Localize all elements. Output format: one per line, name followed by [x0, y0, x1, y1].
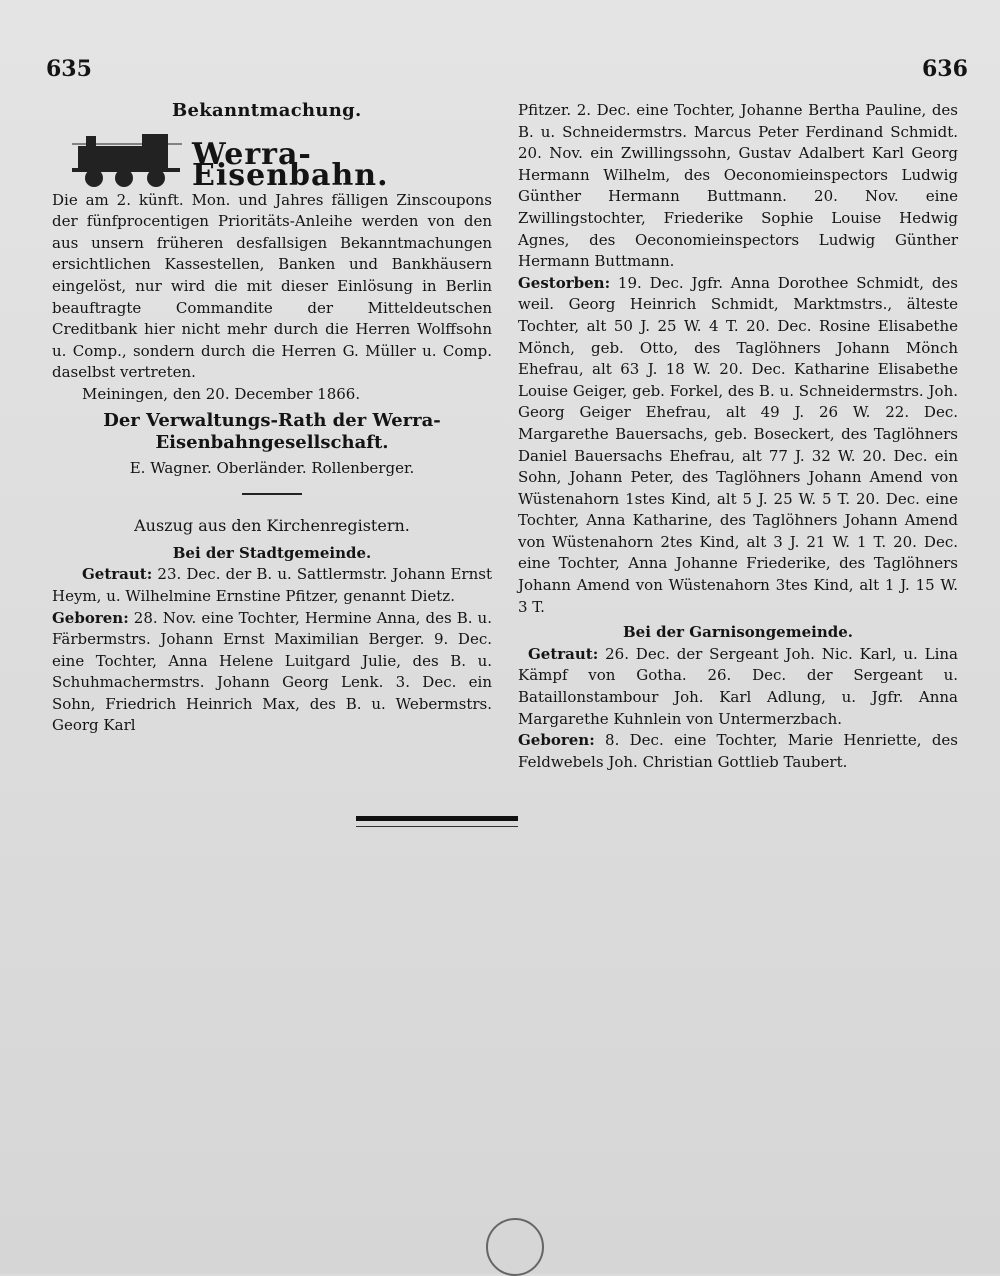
notice-title: Werra-Eisenbahn.: [192, 136, 389, 194]
garrison-born: [518, 730, 958, 773]
garrison-heading: Bei der Garnisongemeinde.: [623, 623, 853, 642]
notice-heading: Bekanntmachung.: [172, 100, 362, 121]
city-married-text: 23. Dec. der B. u. Sattlermstr. Johann Ernst Heym, u. Wilhelmine Ernstine Pfitzer, genannt Dietz.: [52, 565, 492, 605]
page-number-right: 636: [922, 56, 968, 82]
notice-signature: Der Verwaltungs-Rath der Werra-Eisenbahngesellschaft.: [103, 409, 441, 453]
city-died-label: Gestorben:: [518, 273, 611, 292]
left-column: [52, 100, 492, 737]
garrison-born-text: 8. Dec. eine Tochter, Marie Henriette, des Feldwebels Joh. Christian Gottlieb Taubert.: [518, 731, 958, 771]
right-column: [518, 100, 958, 773]
city-married: [52, 564, 492, 607]
notice-body: Die am 2. künft. Mon. und Jahres fälligen Zinscoupons der fünfprocentigen Prioritäts-Anleihe werden von den aus unsern früheren desfallsigen Bekanntmachungen ersichtlichen Kassestellen, Banken und Bankhäusern eingelöst, nur wird die mit dieser Einlösung in Berlin beauftragte Commandite der Mitteldeutschen Creditbank hier nicht mehr durch die Herren Wolffsohn u. Comp., sondern durch die Herren G. Müller u. Comp. daselbst vertreten.: [52, 190, 492, 382]
city-born-label: Geboren:: [52, 608, 129, 627]
garrison-married: [518, 644, 958, 730]
section-divider: [242, 493, 302, 495]
notice-title-row: [52, 128, 492, 194]
page-number-left: 635: [46, 56, 92, 82]
locomotive-icon: [72, 128, 190, 190]
notice-dateline: Meiningen, den 20. December 1866.: [82, 384, 361, 403]
city-died-text: 19. Dec. Jgfr. Anna Dorothee Schmidt, des weil. Georg Heinrich Schmidt, Marktmstrs., älteste Tochter, alt 50 J. 25 W. 4 T. 20. Dec. Rosine Elisabethe Mönch, geb. Otto, des Taglöhners Johann Mönch Ehefrau, alt 63 J. 18 W. 20. Dec. Katharine Elisabethe Louise Geiger, geb. Forkel, des B. u. Schneidermstrs. Joh. Georg Geiger Ehefrau, alt 49 J. 26 W. 22. Dec. Margarethe Bauersachs, geb. Boseckert, des Taglöhners Daniel Bauersachs Ehefrau, alt 77 J. 32 W. 20. Dec. ein Sohn, Johann Peter, des Taglöhners Johann Amend von Wüstenahorn 1stes Kind, alt 5 J. 25 W. 5 T. 20. Dec. eine Tochter, Anna Katharine, des Taglöhners Johann Amend von Wüstenahorn 2tes Kind, alt 3 J. 21 W. 1 T. 20. Dec. eine Tochter, Anna Johanne Friederike, des Taglöhners Johann Amend von Wüstenahorn 3tes Kind, alt 1 J. 15 W. 3 T.: [518, 273, 958, 616]
city-married-label: Getraut:: [82, 565, 153, 584]
garrison-married-label: Getraut:: [528, 644, 599, 663]
garrison-married-text: 26. Dec. der Sergeant Joh. Nic. Karl, u. Lina Kämpf von Gotha. 26. Dec. der Sergeant u. Bataillonstambour Joh. Karl Adlung, u. Jgfr. Anna Margarethe Kuhnlein von Untermerzbach.: [518, 644, 958, 728]
end-rule-thick: [356, 816, 518, 821]
library-stamp-icon: [486, 1218, 544, 1276]
registry-title: Auszug aus den Kirchenregistern.: [134, 516, 410, 536]
city-born-text: 28. Nov. eine Tochter, Hermine Anna, des B. u. Färbermstrs. Johann Ernst Maximilian Berger. 9. Dec. eine Tochter, Anna Helene Luitgard Julie, des B. u. Schuhmachermstrs. Johann Georg Lenk. 3. Dec. ein Sohn, Friedrich Heinrich Max, des B. u. Webermstrs. Georg Karl: [52, 608, 492, 735]
garrison-born-label: Geboren:: [518, 731, 595, 750]
city-born: [52, 608, 492, 738]
city-born-continued: Pfitzer. 2. Dec. eine Tochter, Johanne Bertha Pauline, des B. u. Schneidermstrs. Marcus Peter Ferdinand Schmidt. 20. Nov. ein Zwillingssohn, Gustav Adalbert Karl Georg Hermann Wilhelm, des Oeconomieinspectors Ludwig Günther Hermann Buttmann. 20. Nov. eine Zwillingstochter, Friederike Sophie Louise Hedwig Agnes, des Oeconomieinspectors Ludwig Günther Hermann Buttmann.: [518, 101, 958, 271]
notice-names: E. Wagner. Oberländer. Rollenberger.: [129, 458, 415, 477]
end-rule-thin: [356, 826, 518, 827]
city-heading: Bei der Stadtgemeinde.: [172, 543, 372, 562]
city-died: [518, 273, 958, 619]
